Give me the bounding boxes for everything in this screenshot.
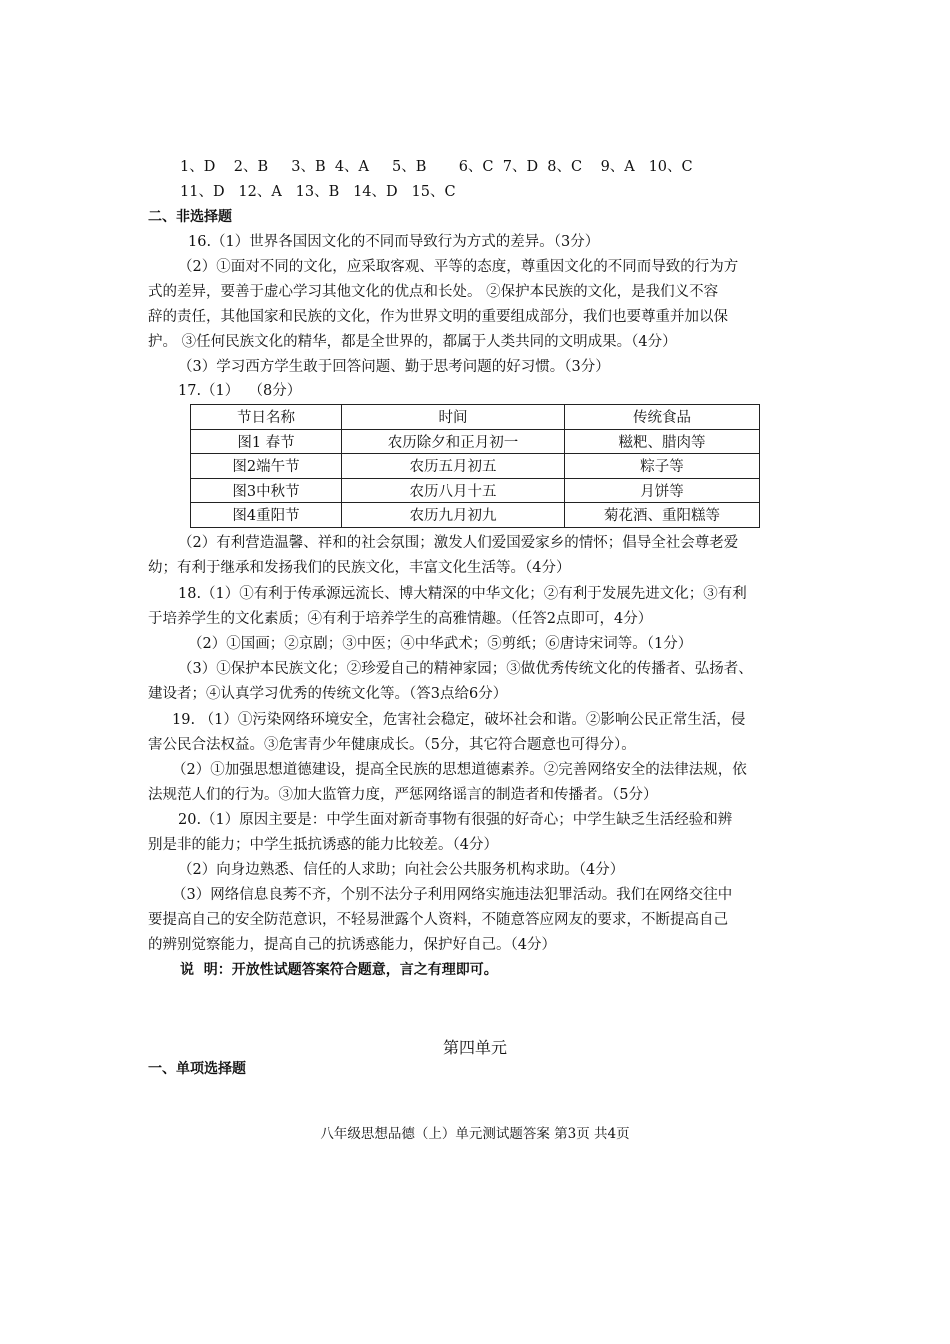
q18-part1-line2: 于培养学生的文化素质；④有利于培养学生的高雅情趣。（任答2点即可，4分） <box>148 611 653 627</box>
table-header-cell: 传统食品 <box>565 405 760 430</box>
table-cell: 农历八月十五 <box>342 478 565 503</box>
table-cell: 粽子等 <box>565 454 760 479</box>
q19-part1-line1: 19. （1）①污染网络环境安全，危害社会稳定，破坏社会和谐。②影响公民正常生活，侵 <box>172 712 746 728</box>
q16-part2-line1: （2）①面对不同的文化，应采取客观、平等的态度，尊重因文化的不同而导致的行为方 <box>178 259 739 275</box>
table-cell: 图3中秋节 <box>191 478 342 503</box>
q18-part3-line2: 建设者；④认真学习优秀的传统文化等。（答3点给6分） <box>148 686 508 702</box>
festival-table <box>190 404 760 528</box>
q16-part1: 16.（1）世界各国因文化的不同而导致行为方式的差异。（3分） <box>188 234 600 250</box>
q17-part2-line1: （2）有利营造温馨、祥和的社会氛围；激发人们爱国爱家乡的情怀；倡导全社会尊老爱 <box>178 535 739 551</box>
table-cell: 图4重阳节 <box>191 503 342 528</box>
q17-label: 17.（1） （8分） <box>178 383 302 399</box>
q18-part3-line1: （3）①保护本民族文化；②珍爱自己的精神家园；③做优秀传统文化的传播者、弘扬者、 <box>178 661 753 677</box>
grading-note: 说 明：开放性试题答案符合题意，言之有理即可。 <box>180 962 498 978</box>
table-cell: 图1 春节 <box>191 429 342 454</box>
table-header-cell: 节日名称 <box>191 405 342 430</box>
table-cell: 糍粑、腊肉等 <box>565 429 760 454</box>
q20-part2: （2）向身边熟悉、信任的人求助；向社会公共服务机构求助。（4分） <box>178 862 625 878</box>
q16-part2-line3: 辞的责任，其他国家和民族的文化，作为世界文明的重要组成部分，我们也要尊重并加以保 <box>148 309 728 325</box>
table-cell: 农历九月初九 <box>342 503 565 528</box>
page-footer: 八年级思想品德（上）单元测试题答案 第3页 共4页 <box>320 1126 630 1142</box>
q19-part2-line2: 法规范人们的行为。③加大监管力度，严惩网络谣言的制造者和传播者。（5分） <box>148 787 658 803</box>
q18-part2: （2）①国画；②京剧；③中医；④中华武术；⑤剪纸；⑥唐诗宋词等。（1分） <box>188 636 693 652</box>
q16-part2-line2: 式的差异，要善于虚心学习其他文化的优点和长处。 ②保护本民族的文化，是我们义不容 <box>148 284 719 300</box>
table-header-row <box>191 405 760 430</box>
q19-part2-line1: （2）①加强思想道德建设，提高全民族的思想道德素养。②完善网络安全的法律法规，依 <box>172 762 747 778</box>
table-cell: 图2端午节 <box>191 454 342 479</box>
unit4-section-heading: 一、单项选择题 <box>148 1061 246 1077</box>
table-header-cell: 时间 <box>342 405 565 430</box>
table-cell: 农历五月初五 <box>342 454 565 479</box>
q19-part1-line2: 害公民合法权益。③危害青少年健康成长。（5分，其它符合题意也可得分）。 <box>148 737 636 753</box>
table-cell: 菊花酒、重阳糕等 <box>565 503 760 528</box>
table-row <box>191 503 760 528</box>
table-row <box>191 454 760 479</box>
q20-part3-line2: 要提高自己的安全防范意识，不轻易泄露个人资料，不随意答应网友的要求，不断提高自己 <box>148 912 728 928</box>
table-row <box>191 478 760 503</box>
section-heading-non-choice: 二、非选择题 <box>148 209 232 225</box>
table-cell: 月饼等 <box>565 478 760 503</box>
q18-part1-line1: 18.（1）①有利于传承源远流长、博大精深的中华文化；②有利于发展先进文化；③有利 <box>178 586 747 602</box>
q16-part3: （3）学习西方学生敢于回答问题、勤于思考问题的好习惯。（3分） <box>178 359 610 375</box>
q20-part3-line1: （3）网络信息良莠不齐，个别不法分子利用网络实施违法犯罪活动。我们在网络交往中 <box>172 887 733 903</box>
q16-part2-line4: 护。 ③任何民族文化的精华，都是全世界的，都属于人类共同的文明成果。（4分） <box>148 334 677 350</box>
unit4-title: 第四单元 <box>442 1038 507 1057</box>
table-row <box>191 429 760 454</box>
mc-answers-row-2: 11、D 12、A 13、B 14、D 15、C <box>180 184 456 200</box>
q20-part3-line3: 的辨别觉察能力，提高自己的抗诱惑能力，保护好自己。（4分） <box>148 937 556 953</box>
table-cell: 农历除夕和正月初一 <box>342 429 565 454</box>
q20-part1-line2: 别是非的能力；中学生抵抗诱惑的能力比较差。（4分） <box>148 837 498 853</box>
mc-answers-row-1: 1、D 2、B 3、B 4、A 5、B 6、C 7、D 8、C 9、A 10、C <box>180 159 693 175</box>
q20-part1-line1: 20.（1）原因主要是：中学生面对新奇事物有很强的好奇心；中学生缺乏生活经验和辨 <box>178 812 733 828</box>
q17-part2-line2: 幼；有利于继承和发扬我们的民族文化，丰富文化生活等。（4分） <box>148 560 571 576</box>
